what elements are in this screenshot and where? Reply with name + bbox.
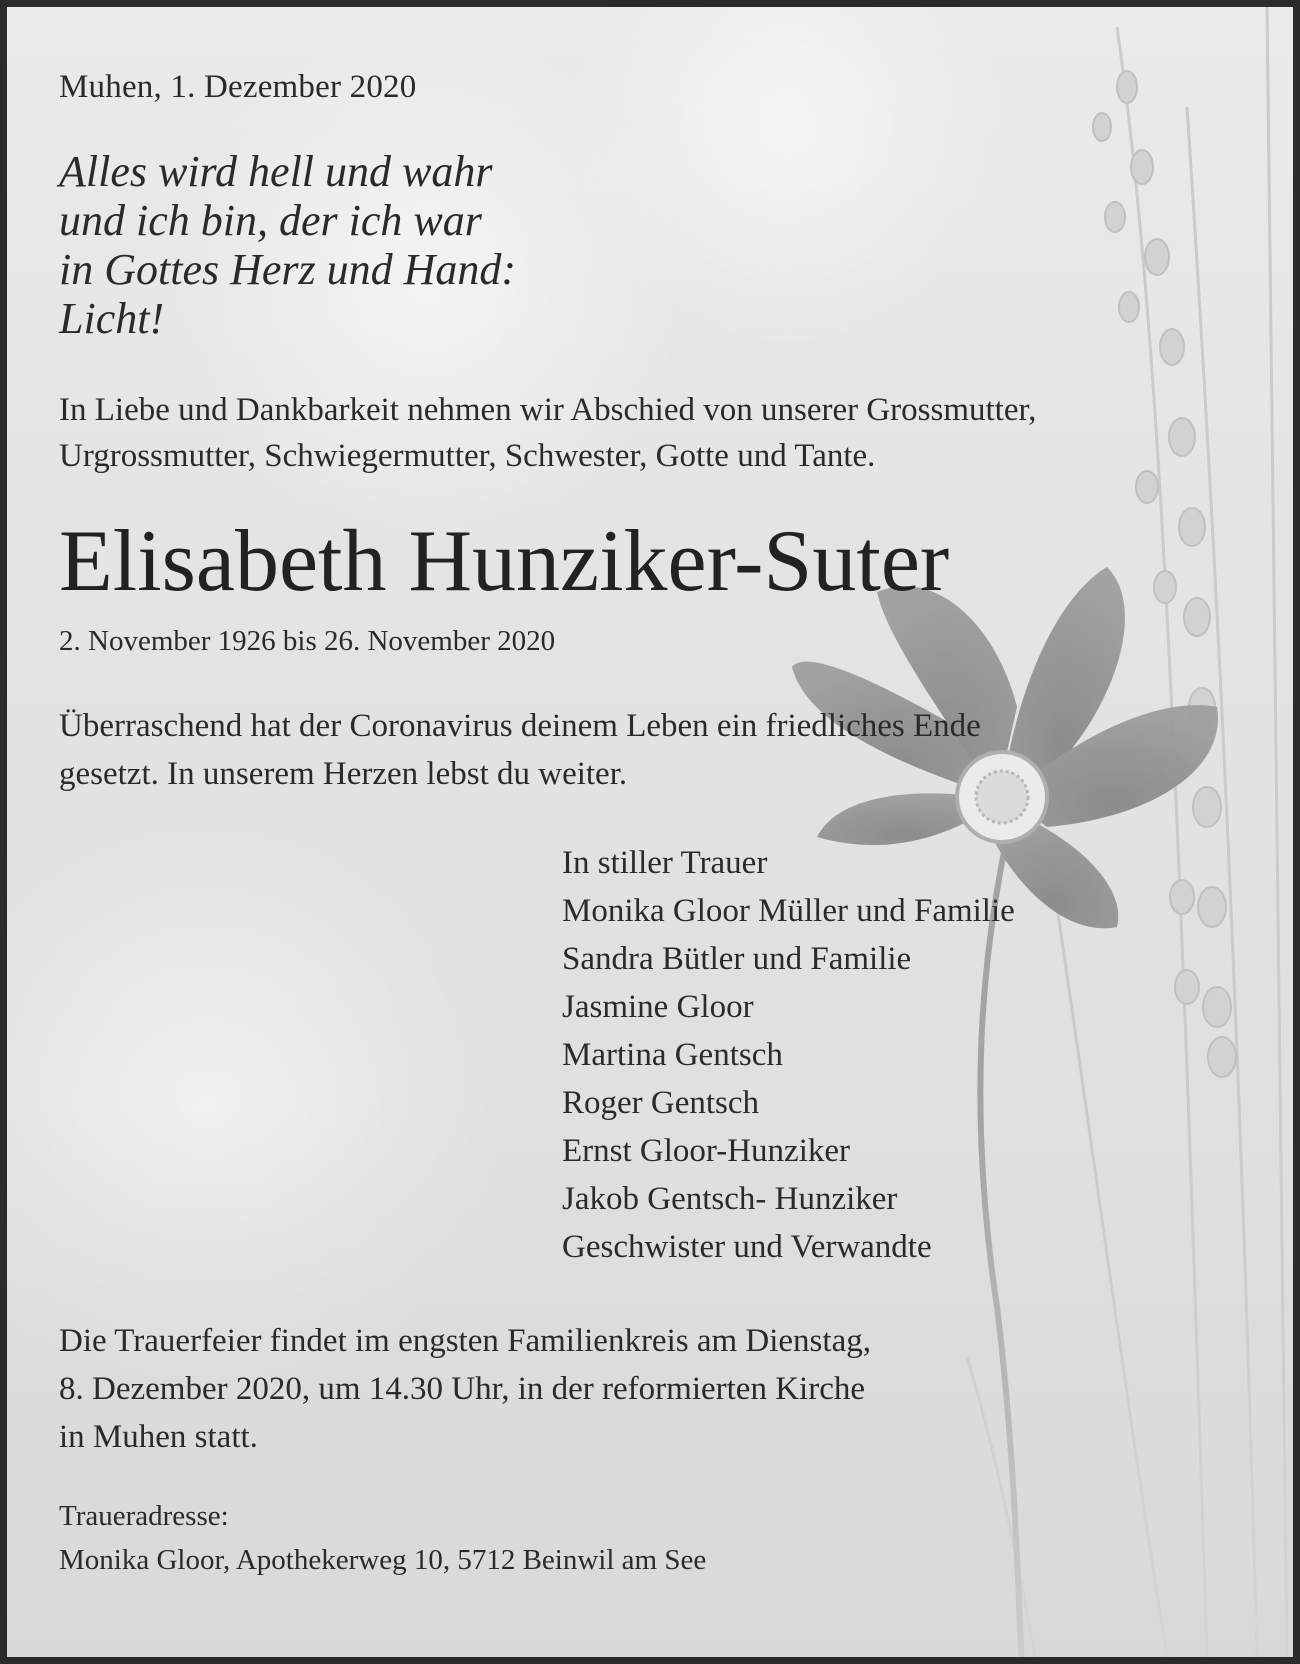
place-date: Muhen, 1. Dezember 2020 [59, 69, 417, 105]
mourner-line: Roger Gentsch [562, 1085, 760, 1121]
ceremony-line: Die Trauerfeier findet im engsten Familienkreis am Dienstag, [59, 1323, 871, 1359]
address-value: Monika Gloor, Apothekerweg 10, 5712 Beinwil am See [59, 1544, 707, 1576]
intro-line: Urgrossmutter, Schwiegermutter, Schwester, Gotte und Tante. [59, 438, 876, 474]
address-label: Traueradresse: [59, 1500, 229, 1532]
mourning-address [59, 1494, 706, 1582]
verse-line: in Gottes Herz und Hand: [59, 245, 517, 294]
mourner-line: Jasmine Gloor [562, 989, 754, 1025]
verse-line: und ich bin, der ich war [59, 196, 482, 245]
farewell-intro [59, 387, 1219, 479]
ceremony-details [59, 1317, 871, 1461]
mourner-line: Geschwister und Verwandte [562, 1229, 932, 1265]
ceremony-line: 8. Dezember 2020, um 14.30 Uhr, in der reformierten Kirche [59, 1371, 865, 1407]
mourners-list [562, 839, 1015, 1271]
mourner-line: Ernst Gloor-Hunziker [562, 1133, 851, 1169]
memorial-message [59, 702, 981, 798]
message-line: gesetzt. In unserem Herzen lebst du weiter. [59, 756, 628, 792]
mourner-line: Monika Gloor Müller und Familie [562, 893, 1015, 929]
mourner-line: In stiller Trauer [562, 845, 768, 881]
mourner-line: Sandra Bütler und Familie [562, 941, 912, 977]
verse-line: Alles wird hell und wahr [59, 147, 493, 196]
life-dates: 2. November 1926 bis 26. November 2020 [59, 625, 556, 657]
message-line: Überraschend hat der Coronavirus deinem Leben ein friedliches Ende [59, 708, 981, 744]
mourner-line: Jakob Gentsch- Hunziker [562, 1181, 898, 1217]
verse-line: Licht! [59, 294, 165, 343]
deceased-name: Elisabeth Hunziker-Suter [59, 513, 950, 610]
ceremony-line: in Muhen statt. [59, 1419, 258, 1455]
mourner-line: Martina Gentsch [562, 1037, 783, 1073]
intro-line: In Liebe und Dankbarkeit nehmen wir Abschied von unserer Grossmutter, [59, 392, 1037, 428]
memorial-verse [59, 147, 516, 343]
